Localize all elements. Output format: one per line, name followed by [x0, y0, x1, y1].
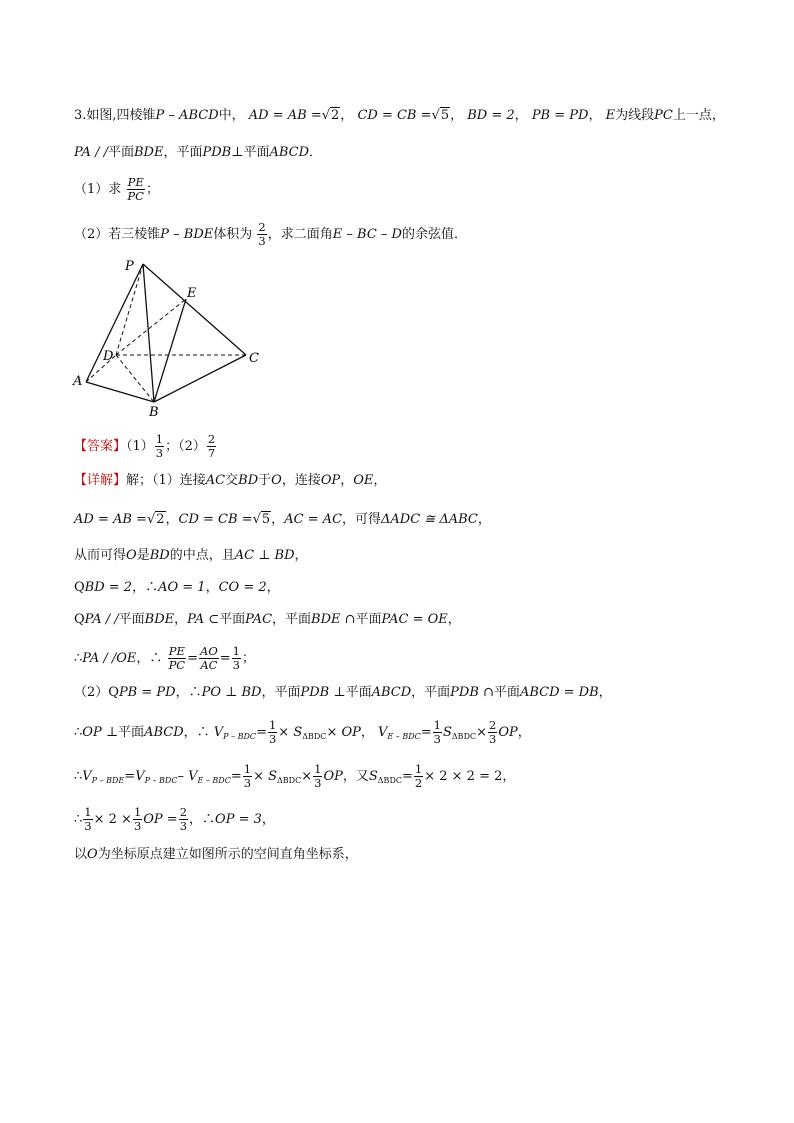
math: ABCD [371, 685, 412, 700]
text: （1） [126, 439, 154, 454]
denominator: 3 [179, 819, 188, 833]
math: – V [177, 769, 198, 784]
text: ， [450, 108, 464, 123]
text: 平面 [118, 725, 145, 740]
text: ． [309, 145, 323, 160]
text: ， [588, 108, 602, 123]
math: V [82, 769, 92, 784]
math: S [368, 769, 378, 784]
math: CO = 2 [218, 580, 267, 595]
text: ， [271, 512, 285, 527]
solution-tag: 【详解】 [74, 473, 127, 488]
math: BD [238, 473, 259, 488]
denominator: 7 [207, 446, 216, 460]
math: BD = 2 [84, 580, 133, 595]
denominator: 3 [258, 234, 266, 248]
text: （2）Q [74, 685, 119, 700]
text: 为线段 [615, 108, 655, 123]
question-label: （1）求 [74, 182, 122, 197]
text: ， [340, 473, 354, 488]
math: = [124, 769, 136, 784]
math: PAC [245, 612, 273, 627]
numerator: 1 [243, 762, 252, 776]
math: OP [323, 769, 343, 784]
numerator: AO [200, 644, 218, 658]
fraction [126, 176, 145, 203]
text: 为坐标原点建立如图所示的空间直角坐标系， [97, 847, 358, 862]
subscript: P – BDE [91, 776, 125, 785]
numerator: 1 [84, 805, 92, 819]
denominator: PC [168, 658, 186, 672]
math: = [230, 769, 242, 784]
math: P – BDE [160, 227, 214, 242]
text: ； [145, 182, 159, 197]
text: 解；（1）连接 [126, 473, 206, 488]
math: PA / /OE [82, 651, 137, 666]
math: BDE [133, 145, 164, 160]
math: V [135, 769, 145, 784]
math: ABCD [144, 725, 184, 740]
math: PDB ∩ [450, 685, 494, 700]
edge-BE [154, 299, 186, 402]
text: ； [241, 651, 255, 666]
text: ， [261, 812, 275, 827]
subscript: ΔBDC [302, 732, 327, 741]
math: OE [353, 473, 374, 488]
math: O [126, 548, 137, 563]
fraction [207, 433, 216, 460]
text: 平面 [219, 612, 246, 627]
text: ， [174, 612, 188, 627]
denominator: 3 [84, 819, 92, 833]
subscript: P – BDC [144, 776, 178, 785]
denominator: 3 [155, 446, 164, 460]
math: = [256, 725, 267, 740]
denominator: 3 [268, 732, 277, 746]
text: 于 [258, 473, 272, 488]
pyramid-figure [66, 254, 276, 420]
text: 平面 [118, 612, 145, 627]
text: ， [340, 108, 354, 123]
text: ∴ [74, 725, 83, 740]
math: E [605, 108, 616, 123]
numerator: 1 [133, 805, 142, 819]
denominator: 3 [232, 658, 240, 672]
label-A: A [73, 374, 83, 389]
math: V [378, 725, 388, 740]
subscript: ΔBDC [277, 776, 302, 785]
text: 中， [218, 108, 245, 123]
solution-line-4 [74, 578, 280, 598]
fraction [268, 719, 277, 746]
question-1 [74, 176, 159, 203]
text: ， [205, 580, 219, 595]
text: 是 [136, 548, 150, 563]
text: ， [598, 685, 612, 700]
text: 平面 [243, 145, 270, 160]
denominator: AC [200, 658, 218, 672]
math: = [420, 725, 432, 740]
edge-PA [86, 264, 143, 382]
math: CD = CB = [178, 512, 253, 527]
math: = [219, 651, 231, 666]
math: × 2 × 2 = 2 [424, 769, 503, 784]
solution-line-9 [74, 763, 515, 791]
hidden-edge-DB [116, 355, 154, 402]
edge-PC [143, 264, 246, 355]
fraction [414, 763, 423, 790]
math: = [401, 769, 413, 784]
hidden-edge-PD [116, 264, 143, 355]
solution-line-8 [74, 719, 531, 747]
math: AO = 1 [158, 580, 206, 595]
math: PA ⊂ [187, 612, 220, 627]
math: 2 [331, 108, 340, 123]
text: 平面 [107, 145, 134, 160]
denominator: 3 [133, 819, 142, 833]
fraction [313, 763, 322, 790]
text: 从而可得 [74, 548, 127, 563]
math: OP ⊥ [82, 725, 119, 740]
math: × OP [326, 725, 361, 740]
fraction [133, 806, 142, 833]
math: PA / / [84, 612, 119, 627]
text: ， [266, 580, 280, 595]
solution-line-7 [74, 683, 612, 703]
problem-line-1: 3.如图,四棱锥P – ABCD中， AD = AB =√2， CD = CB =√5， BD = 2， PB = PD， E为线段PC上一点， [74, 108, 725, 123]
math: Q [74, 612, 85, 627]
math: ⊥ [231, 145, 244, 160]
edge-PB [143, 264, 154, 402]
text: ，可得 [342, 512, 382, 527]
question-2 [74, 221, 467, 248]
numerator: 1 [232, 644, 240, 658]
solution-line-2: AD = AB =√2，CD = CB =√5，AC = AC，可得ΔADC ≅ ΔABC， [74, 512, 491, 527]
math: OP [320, 473, 341, 488]
text: ，求二面角 [267, 227, 333, 242]
numerator: 1 [268, 718, 277, 732]
math: 5 [261, 512, 271, 527]
math: OP [498, 725, 518, 740]
text: ， [294, 548, 308, 563]
math: PB = PD [118, 685, 176, 700]
math: BDE ∩ [311, 612, 356, 627]
math: PAC = OE [381, 612, 448, 627]
subscript: ΔBDC [377, 776, 402, 785]
text: ，平面 [261, 685, 301, 700]
label-P: P [125, 259, 134, 274]
math: ABCD = DB [519, 685, 599, 700]
text: 以 [74, 847, 88, 862]
denominator: 2 [414, 776, 423, 790]
text: 的中点，且 [169, 548, 235, 563]
math: P – ABCD [155, 108, 219, 123]
numerator: PE [168, 644, 185, 658]
math: OP = [143, 812, 178, 827]
math: = [187, 651, 199, 666]
math: 5 [440, 108, 450, 123]
numerator: PE [127, 175, 144, 189]
fraction [257, 221, 266, 248]
math: AD = AB = [248, 108, 322, 123]
math: CD = CB = [357, 108, 432, 123]
numerator: 2 [489, 718, 497, 732]
text: ， [502, 769, 516, 784]
fraction [488, 719, 497, 746]
text: ， [517, 725, 531, 740]
problem-line-2 [74, 143, 322, 163]
denominator: 3 [314, 776, 322, 790]
subscript: E – BDC [387, 732, 421, 741]
label-E: E [187, 286, 197, 301]
fraction [232, 645, 241, 672]
text: ， [165, 512, 179, 527]
subscript: ΔBDC [451, 732, 477, 741]
text: ，平面 [163, 145, 203, 160]
denominator: 3 [489, 732, 497, 746]
denominator: 3 [243, 776, 252, 790]
denominator: PC [127, 189, 144, 203]
text: ；（2） [165, 439, 206, 454]
math: V [213, 725, 224, 740]
subscript: P – BDC [223, 732, 257, 741]
text: 平面 [493, 685, 520, 700]
label-D: D [103, 349, 114, 364]
text: ， [373, 473, 387, 488]
text: ，∴ [132, 580, 159, 595]
math: PO ⊥ BD [201, 685, 262, 700]
text: ，平面 [411, 685, 451, 700]
text: ，平面 [272, 612, 312, 627]
numerator: 2 [207, 432, 216, 446]
math: AC ⊥ BD [234, 548, 295, 563]
text: ∴ [74, 812, 83, 827]
math: AC [205, 473, 226, 488]
hidden-edge-DE [116, 299, 186, 355]
text: ，∴ [175, 685, 202, 700]
text: ， [477, 512, 491, 527]
math: PB = PD [531, 108, 589, 123]
math: BD = 2 [467, 108, 515, 123]
fraction [155, 433, 164, 460]
solution-line-3 [74, 546, 308, 566]
math: × [476, 725, 488, 740]
solution-line-6 [74, 645, 255, 672]
edge-AB [86, 382, 154, 402]
text: ， [360, 725, 374, 740]
math: S [443, 725, 452, 740]
fraction [179, 806, 188, 833]
numerator: 1 [414, 762, 423, 776]
text: ，又 [342, 769, 369, 784]
answer-tag: 【答案】 [74, 439, 127, 454]
numerator: 2 [258, 220, 266, 234]
math: × 2 × [93, 812, 132, 827]
text: ， [447, 612, 461, 627]
math: ΔADC ≅ ΔABC [381, 512, 478, 527]
numerator: 1 [155, 432, 164, 446]
fraction [433, 719, 442, 746]
problem-number: 3. [74, 108, 87, 123]
solution-line-1 [74, 471, 386, 491]
numerator: 1 [314, 762, 322, 776]
fraction [243, 763, 252, 790]
denominator: 3 [433, 732, 441, 746]
solution-line-10 [74, 806, 275, 833]
fraction [199, 645, 219, 672]
text: ，∴ [189, 812, 216, 827]
text: 平面 [345, 685, 372, 700]
math: PDB [202, 145, 232, 160]
edge-BC [154, 355, 246, 402]
math: PA / / [74, 145, 108, 160]
text: ，∴ [183, 725, 210, 740]
solution-line-5 [74, 610, 461, 630]
math: BDE [144, 612, 175, 627]
answer-line [74, 433, 217, 460]
math: E – BC – D [332, 227, 402, 242]
text: 的余弦值． [401, 227, 467, 242]
text: 上一点， [672, 108, 725, 123]
math: Q [74, 580, 85, 595]
math: BD [149, 548, 170, 563]
text: 如图,四棱锥 [86, 108, 156, 123]
math: OP = 3 [215, 812, 262, 827]
text: ， [514, 108, 528, 123]
text: 平面 [355, 612, 382, 627]
text: ∴ [74, 651, 83, 666]
math: PC [654, 108, 673, 123]
math: × S [278, 725, 303, 740]
text: ，∴ [136, 651, 163, 666]
math: × S [253, 769, 278, 784]
text: 体积为 [213, 227, 253, 242]
text: ∴ [74, 769, 83, 784]
math: ABCD [269, 145, 310, 160]
math: AC = AC [284, 512, 343, 527]
label-C: C [249, 351, 259, 366]
subscript: E – BDC [197, 776, 231, 785]
numerator: 2 [179, 805, 188, 819]
math: O [87, 847, 98, 862]
math: × [301, 769, 313, 784]
math: PDB ⊥ [300, 685, 346, 700]
math: 2 [156, 512, 165, 527]
text: 交 [225, 473, 239, 488]
math: AD = AB = [74, 512, 147, 527]
math: O [271, 473, 282, 488]
text: ，连接 [281, 473, 321, 488]
solution-line-11 [74, 845, 358, 865]
fraction [168, 645, 187, 672]
fraction [83, 806, 92, 833]
numerator: 1 [433, 718, 441, 732]
question-label: （2）若三棱锥 [74, 227, 161, 242]
label-B: B [149, 405, 159, 420]
